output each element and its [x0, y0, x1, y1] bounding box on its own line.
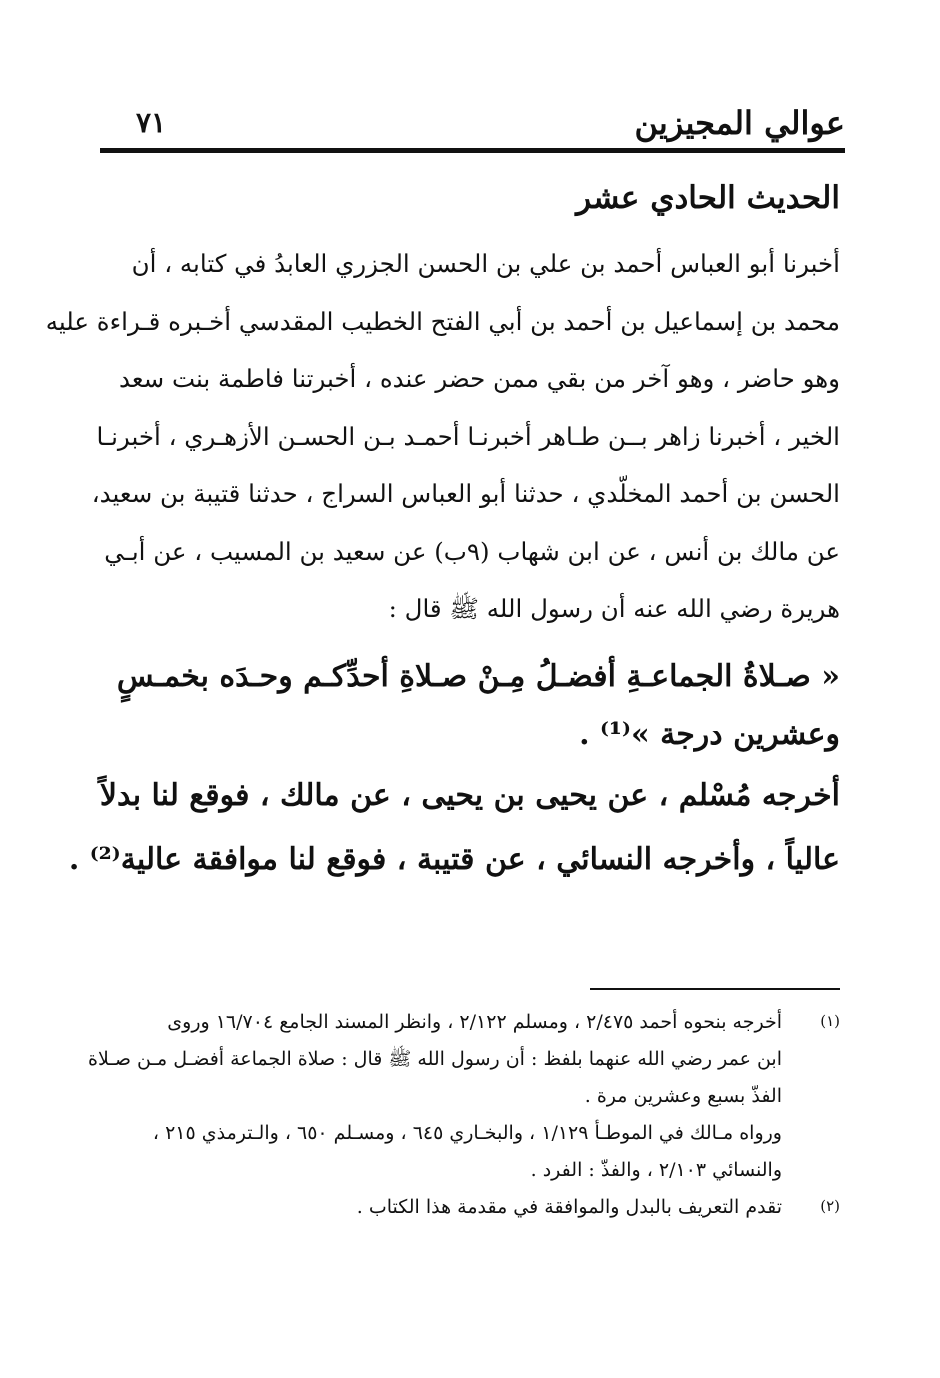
takhrij-line: أخرجه مُسْلم ، عن يحيى بن يحيى ، عن مالك ، فوقع لنا بدلاً [99, 778, 840, 813]
footnote-line: ورواه مـالك في الموطـأ ١/١٢٩ ، والبخـاري ٦٤٥ ، ومسـلم ٦٥٠ ، والـترمذي ٢١٥ ، [152, 1122, 782, 1144]
footnote-line: والنسائي ٢/١٠٣ ، والفذّ : الفرد . [530, 1159, 782, 1181]
page-number: ٧١ [136, 106, 167, 139]
hadith-line: وعشرين درجة »⁽¹⁾ . [579, 717, 840, 752]
footnote-line: تقدم التعريف بالبدل والموافقة في مقدمة هذا الكتاب . [356, 1196, 782, 1218]
hadith-text [100, 648, 840, 764]
body-line: وهو حاضر ، وهو آخر من بقي ممن حضر عنده ، أخبرتنا فاطمة بنت سعد [118, 364, 840, 393]
takhrij-paragraph [68, 764, 840, 892]
footnote-marker: (٢) [820, 1197, 840, 1215]
body-line: الخير ، أخبرنا زاهر بــن طـاهر أخبرنـا أحمـد بـن الحسـن الأزهـري ، أخبرنـا [96, 421, 840, 451]
section-heading: الحديث الحادي عشر [576, 180, 840, 216]
takhrij-line: عالياً ، وأخرجه النسائي ، عن قتيبة ، فوقع لنا موافقة عالية⁽²⁾ . [68, 842, 840, 877]
body-line: محمد بن إسماعيل بن أحمد بن أبي الفتح الخطيب المقدسي أخـبره قـراءة عليه [45, 306, 840, 336]
book-title: عوالي المجيزين [634, 104, 845, 142]
hadith-line: « صـلاةُ الجماعـةِ أفضـلُ مِـنْ صـلاةِ أحدِّكـم وحـدَه بخمـسٍ [116, 659, 840, 694]
footnote-marker: (١) [820, 1012, 840, 1030]
footnotes [88, 1004, 840, 1226]
footnote-separator [590, 988, 840, 990]
footnote-line: أخرجه بنحوه أحمد ٢/٤٧٥ ، ومسلم ٢/١٢٢ ، وانظر المسند الجامع ١٦/٧٠٤ وروى [167, 1011, 782, 1033]
running-header [100, 104, 845, 150]
isnad-paragraph [45, 235, 840, 638]
footnote-line: ابن عمر رضي الله عنهما بلفظ : أن رسول الله ﷺ قال : صلاة الجماعة أفضـل مـن صـلاة [88, 1048, 782, 1070]
body-line: أخبرنا أبو العباس أحمد بن علي بن الحسن الجزري العابدُ في كتابه ، أن [131, 249, 840, 278]
body-line: هريرة رضي الله عنه أن رسول الله ﷺ قال : [388, 594, 840, 623]
body-line: عن مالك بن أنس ، عن ابن شهاب (٩ب) عن سعيد بن المسيب ، عن أبـي [104, 536, 840, 566]
footnote-1 [88, 1004, 840, 1189]
body-line: الحسن بن أحمد المخلّدي ، حدثنا أبو العباس السراج ، حدثنا قتيبة بن سعيد، [91, 479, 840, 508]
footnote-2 [100, 1189, 840, 1226]
footnote-line: الفذّ بسبع وعشرين مرة . [584, 1085, 782, 1107]
header-rule [100, 148, 845, 153]
